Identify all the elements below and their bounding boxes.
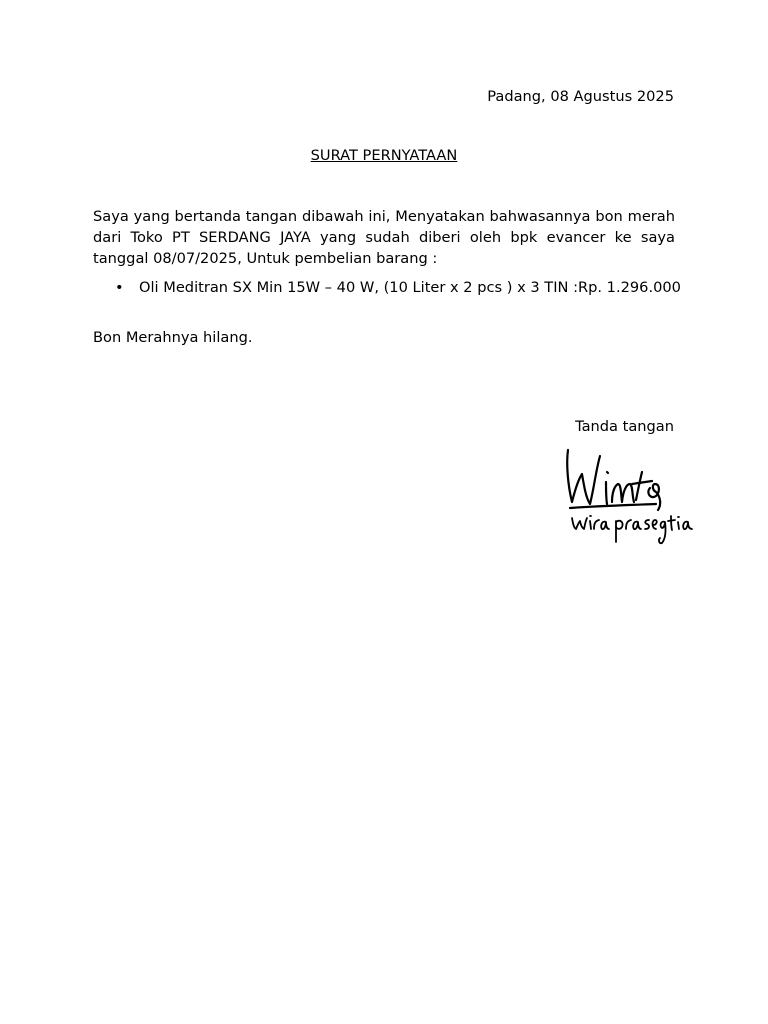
list-item [93, 277, 693, 298]
handwritten-signature [560, 444, 700, 550]
closing-statement: Bon Merahnya hilang. [93, 329, 253, 346]
bullet-icon: • [115, 279, 124, 296]
document-title: SURAT PERNYATAAN [310, 147, 458, 164]
statement-paragraph: Saya yang bertanda tangan dibawah ini, Menyatakan bahwasannya bon merah dari Toko PT SERDANG JAYA yang sudah diberi oleh bpk evancer ke saya tanggal 08/07/2025, Untuk pembelian barang : [93, 208, 675, 267]
item-text: Oli Meditran SX Min 15W – 40 W, (10 Liter x 2 pcs ) x 3 TIN :Rp. 1.296.000 [139, 279, 681, 296]
item-list [93, 277, 693, 298]
place-date: Padang, 08 Agustus 2025 [487, 88, 674, 105]
signature-label: Tanda tangan [575, 418, 674, 435]
